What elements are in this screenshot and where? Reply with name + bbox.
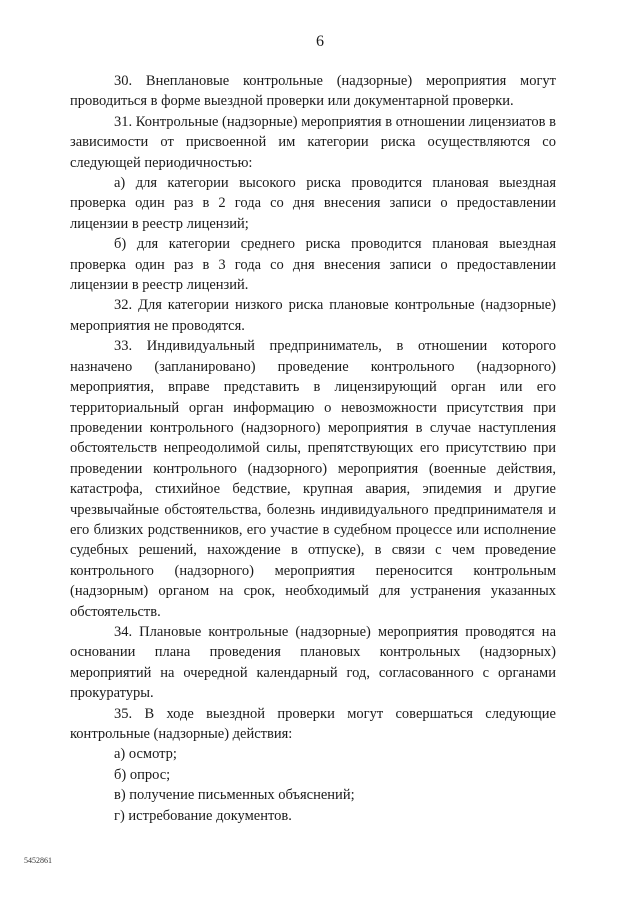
paragraph-34: 34. Плановые контрольные (надзорные) мероприятия проводятся на основании плана проведения плановых контрольных (надзорных) мероприятий на очередной календарный год, согласованного с органами прокуратуры. (70, 623, 556, 702)
paragraph-35-item-v: в) получение письменных объяснений; (114, 787, 355, 804)
paragraph-35: 35. В ходе выездной проверки могут совершаться следующие контрольные (надзорные) действия: (70, 705, 556, 742)
paragraph-35-item-a: а) осмотр; (114, 746, 177, 763)
paragraph-35-item-b: б) опрос; (114, 766, 171, 783)
paragraph-31-item-b: б) для категории среднего риска проводится плановая выездная проверка один раз в 3 года со дня внесения записи о предоставлении лицензии в реестр лицензий. (70, 236, 556, 294)
document-body (70, 71, 556, 826)
paragraph-33: 33. Индивидуальный предприниматель, в отношении которого назначено (запланировано) проведение контрольного (надзорного) мероприятия, вправе представить в лицензирующий орган или его территориальный орган информацию о невозможности присутствия при проведении контрольного (надзорного) мероприятия в случае наступления обстоятельств непреодолимой силы, препятствующих его присутствию при проведении контрольного (надзорного) мероприятия (военные действия, катастрофа, стихийное бедствие, крупная авария, эпидемия и другие чрезвычайные обстоятельства, болезнь индивидуального предпринимателя и его близких родственников, его участие в судебном процессе или исполнение судебных решений, нахождение в отпуске), в связи с чем проведение контрольного (надзорного) мероприятия переносится контрольным (надзорным) органом на срок, необходимый для устранения указанных обстоятельств. (70, 338, 556, 620)
paragraph-32: 32. Для категории низкого риска плановые контрольные (надзорные) мероприятия не проводятся. (70, 297, 556, 334)
paragraph-35-item-g: г) истребование документов. (114, 807, 292, 824)
document-code: 5452861 (24, 856, 52, 865)
paragraph-31: 31. Контрольные (надзорные) мероприятия в отношении лицензиатов в зависимости от присвоенной им категории риска осуществляются со следующей периодичностью: (70, 113, 556, 171)
paragraph-31-item-a: а) для категории высокого риска проводится плановая выездная проверка один раз в 2 года со дня внесения записи о предоставлении лицензии в реестр лицензий; (70, 175, 556, 232)
page-number: 6 (316, 33, 324, 50)
paragraph-30: 30. Внеплановые контрольные (надзорные) мероприятия могут проводиться в форме выездной проверки или документарной проверки. (70, 73, 556, 110)
